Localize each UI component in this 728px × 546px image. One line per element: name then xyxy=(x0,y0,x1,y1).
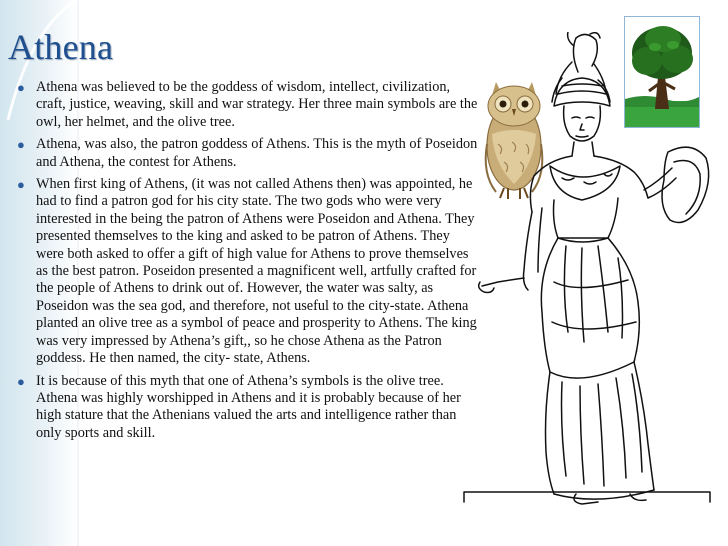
slide-title: Athena xyxy=(8,27,114,67)
bullet-item xyxy=(16,136,481,171)
bullet-text: It is because of this myth that one of Athena’s symbols is the olive tree. Athena was highly worshipped in Athens and it is probably because of her high stature that the Athenians valued the arts and intelligence rather than only sports and skill. xyxy=(36,372,461,441)
bullet-text: Athena, was also, the patron goddess of Athens. This is the myth of Poseidon and Athena, the contest for Athens. xyxy=(36,136,478,170)
bullet-item xyxy=(16,79,481,131)
athena-statue-image xyxy=(458,32,718,508)
bullet-text: When first king of Athens, (it was not called Athens then) was appointed, he had to find a patron god for his city state. The two gods who were very interested in the being the patron of Athens were Poseidon and Athena. They presented themselves to the king and asked to be patron of Athens. They were both asked to offer a gift of high value for Athens to prove themselves as the best patron. Poseidon presented a magnificent well, artfully crafted for the people of Athens to drink out of. However, the water was salty, as Poseidon was the sea god, and therefore, not useful to the city-state. Athena planted an olive tree as a symbol of peace and prosperity to Athens. The king was very impressed by Athena’s gift,, so he chose Athena as the Patron goddess. He then named, the city- state, Athens. xyxy=(36,176,477,367)
bullet-dot-icon: ● xyxy=(17,137,25,153)
bullet-text: Athena was believed to be the goddess of wisdom, intellect, civilization, craft, justice, weaving, skill and war strategy. Her three main symbols are the owl, her helmet, and the olive tree. xyxy=(36,79,478,130)
bullet-list xyxy=(16,79,481,447)
bullet-item xyxy=(16,373,481,443)
bullet-dot-icon: ● xyxy=(17,80,25,95)
bullet-dot-icon: ● xyxy=(17,177,25,193)
bullet-dot-icon: ● xyxy=(17,373,25,389)
bullet-item xyxy=(16,176,481,367)
